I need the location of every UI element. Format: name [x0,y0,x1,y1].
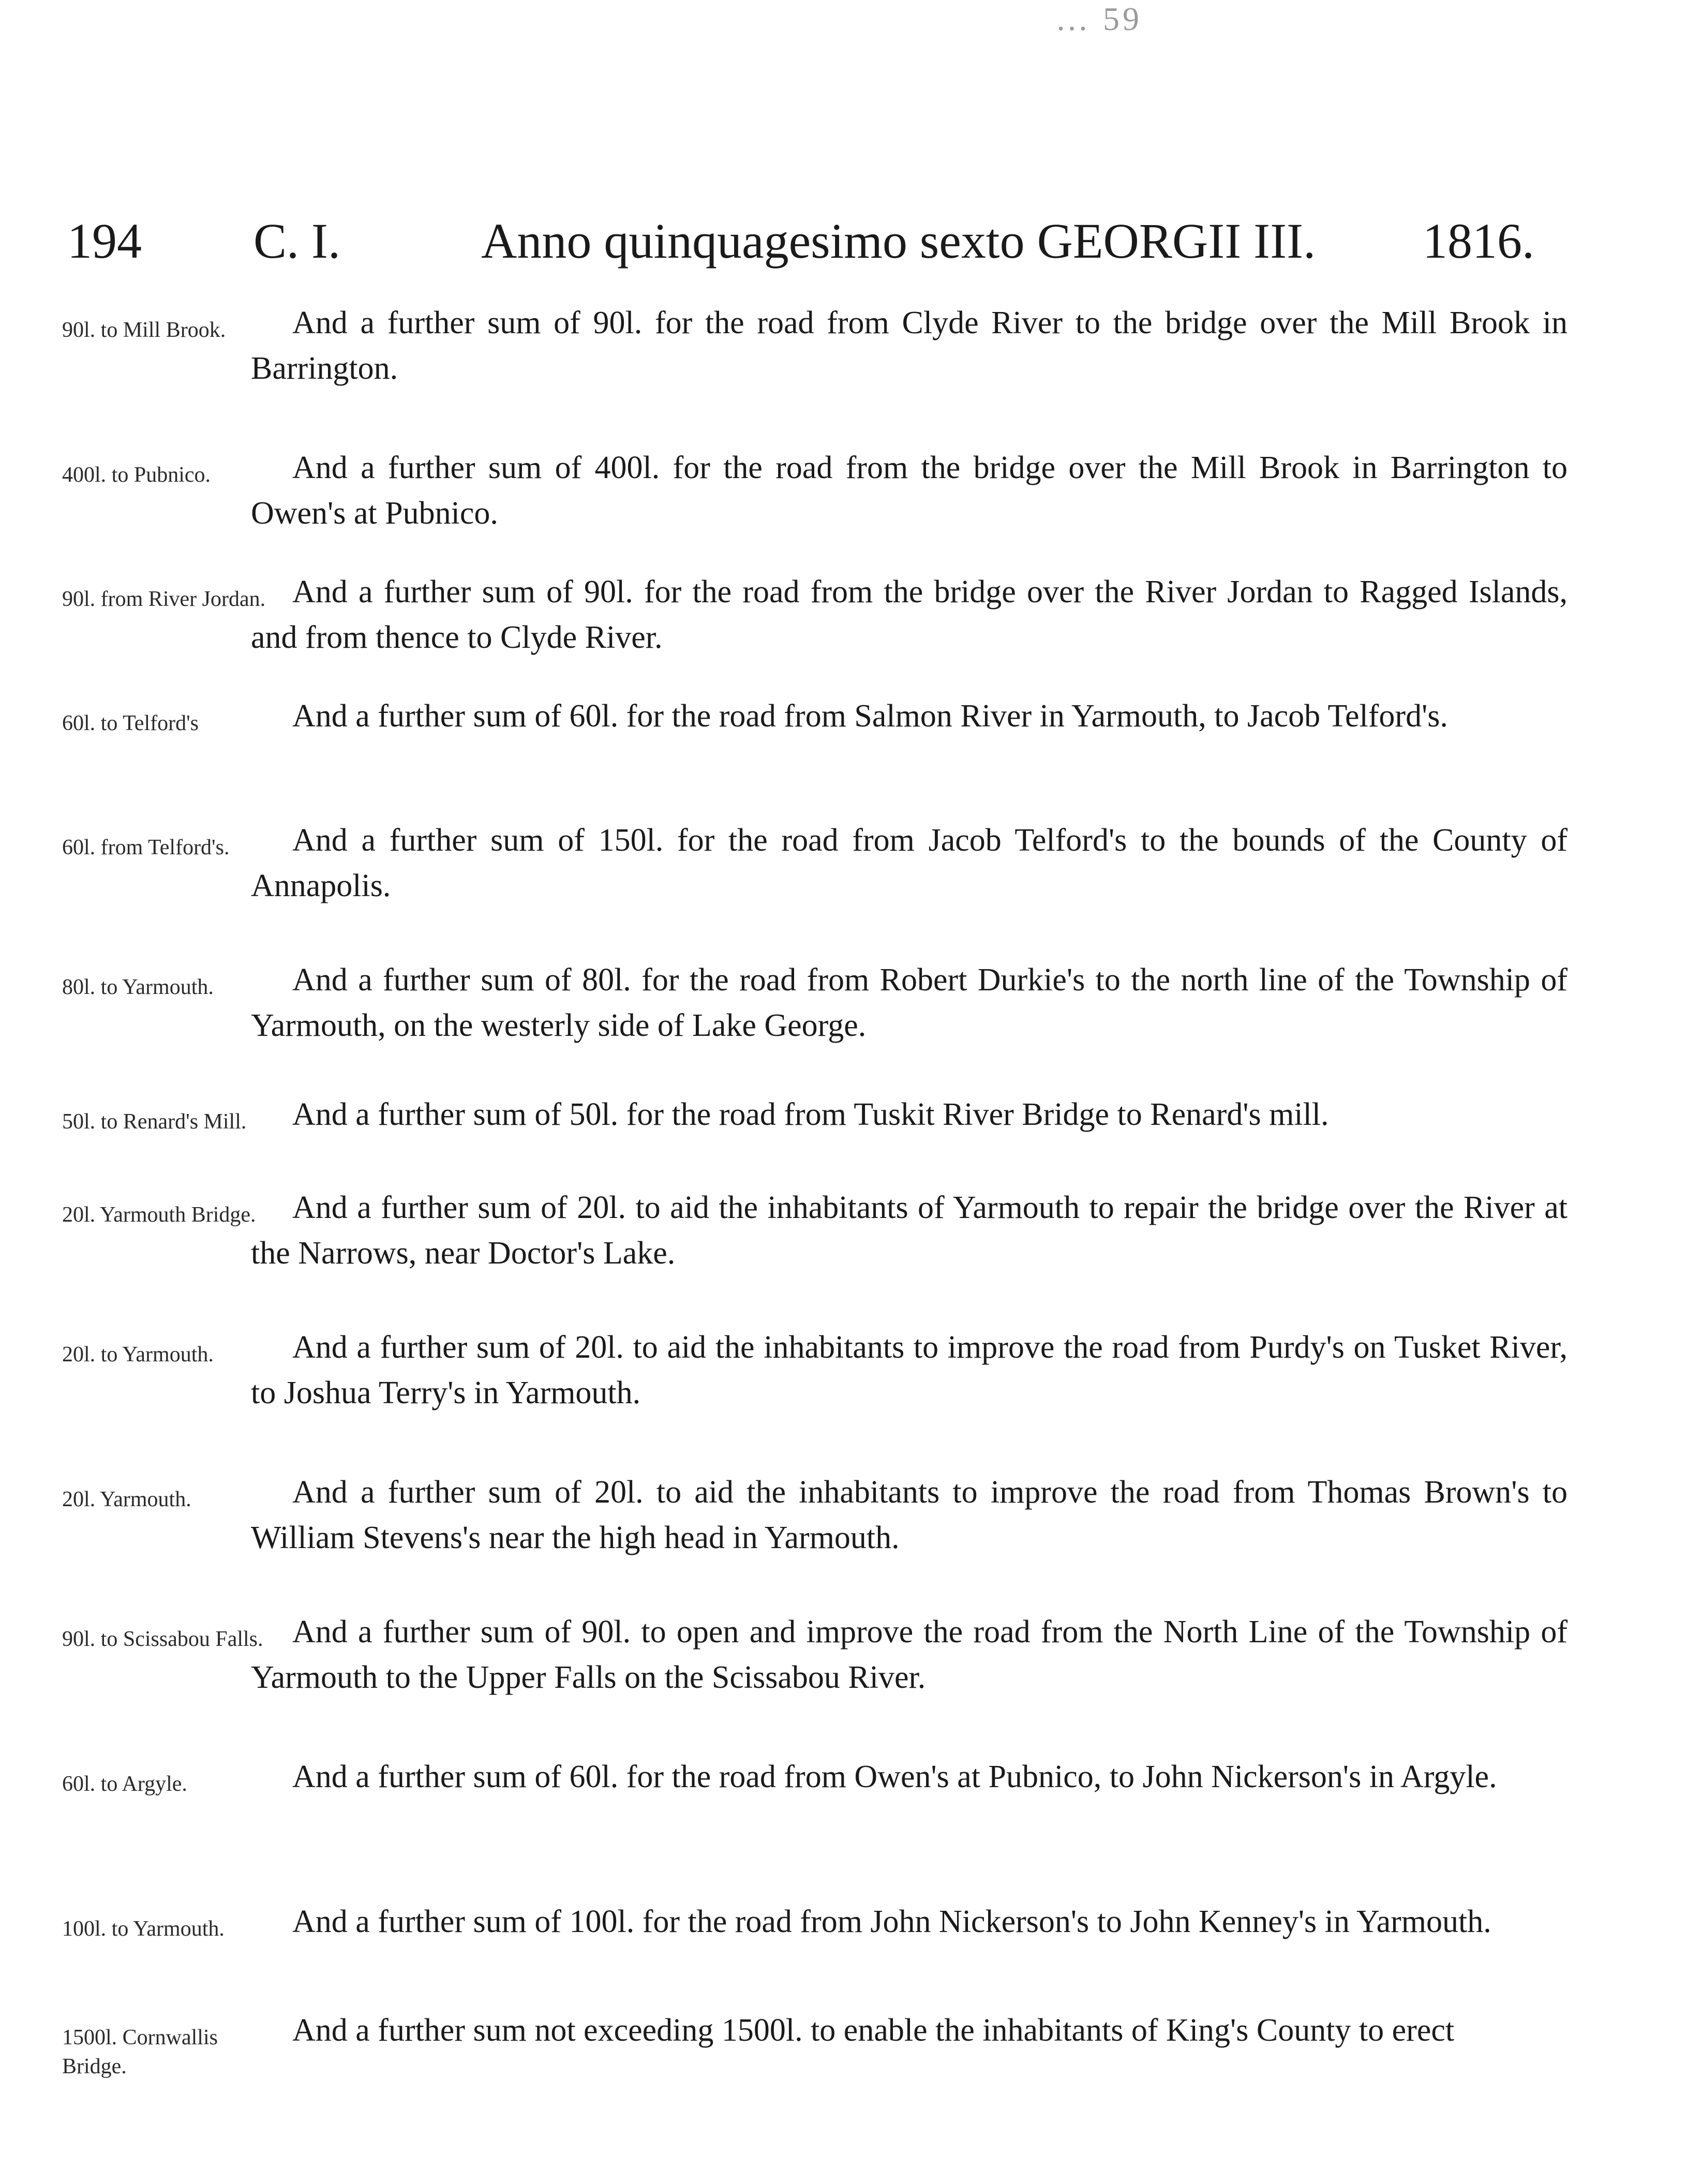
paragraph: And a further sum of 90l. to open and improve the road from the North Line of the Township of Yarmouth to the Upper Falls on the Scissabou River. [251,1614,1567,1695]
paragraph: And a further sum of 400l. for the road from the bridge over the Mill Brook in Barrington to Owen's at Pubnico. [251,450,1567,531]
margin-note: 80l. to Yarmouth. [62,975,214,999]
margin-note: 50l. to Renard's Mill. [62,1110,247,1134]
paragraph: And a further sum of 20l. to aid the inhabitants to improve the road from Thomas Brown's to William Stevens's near the high head in Yarmouth. [251,1475,1567,1555]
paragraph: And a further sum of 20l. to aid the inhabitants of Yarmouth to repair the bridge over the River at the Narrows, near Doctor's Lake. [251,1190,1567,1271]
paragraph: And a further sum of 20l. to aid the inhabitants to improve the road from Purdy's on Tusket River, to Joshua Terry's in Yarmouth. [251,1330,1567,1410]
margin-note: 60l. from Telford's. [62,836,230,859]
paragraph: And a further sum of 150l. for the road from Jacob Telford's to the bounds of the County of Annapolis. [251,823,1567,903]
year: 1816. [1423,213,1534,269]
scan-mark: … 59 [1055,1,1142,37]
paragraph: And a further sum of 60l. for the road from Owen's at Pubnico, to John Nickerson's in Argyle. [292,1759,1497,1794]
paragraph: And a further sum of 60l. for the road from Salmon River in Yarmouth, to Jacob Telford's. [292,699,1448,734]
page-header [62,212,1552,274]
paragraph: And a further sum of 50l. for the road from Tuskit River Bridge to Renard's mill. [292,1097,1329,1132]
chapter-number: C. I. [253,213,340,269]
margin-note: 90l. from River Jordan. [62,587,266,611]
paragraph: And a further sum of 80l. for the road from Robert Durkie's to the north line of the Township of Yarmouth, on the westerly side of Lake George. [251,962,1567,1043]
margin-note: 1500l. Cornwallis Bridge. [62,2026,218,2078]
paragraph: And a further sum not exceeding 1500l. to enable the inhabitants of King's County to erect [292,2013,1455,2048]
margin-note: 20l. to Yarmouth. [62,1343,214,1366]
margin-note: 100l. to Yarmouth. [62,1917,225,1941]
running-title: Anno quinquagesimo sexto GEORGII III. [481,213,1316,269]
paragraph: And a further sum of 90l. for the road from the bridge over the River Jordan to Ragged Islands, and from thence to Clyde River. [251,574,1567,655]
margin-note: 60l. to Argyle. [62,1772,187,1796]
margin-note: 60l. to Telford's [62,711,199,735]
page-number: 194 [67,213,142,269]
margin-note: 400l. to Pubnico. [62,463,211,487]
margin-note: 90l. to Mill Brook. [62,318,226,342]
margin-note: 20l. Yarmouth Bridge. [62,1203,256,1227]
margin-note: 90l. to Scissabou Falls. [62,1627,263,1651]
paragraph: And a further sum of 90l. for the road from Clyde River to the bridge over the Mill Brook in Barrington. [251,305,1567,386]
margin-note: 20l. Yarmouth. [62,1488,191,1511]
paragraph: And a further sum of 100l. for the road from John Nickerson's to John Kenney's in Yarmouth. [292,1904,1491,1939]
